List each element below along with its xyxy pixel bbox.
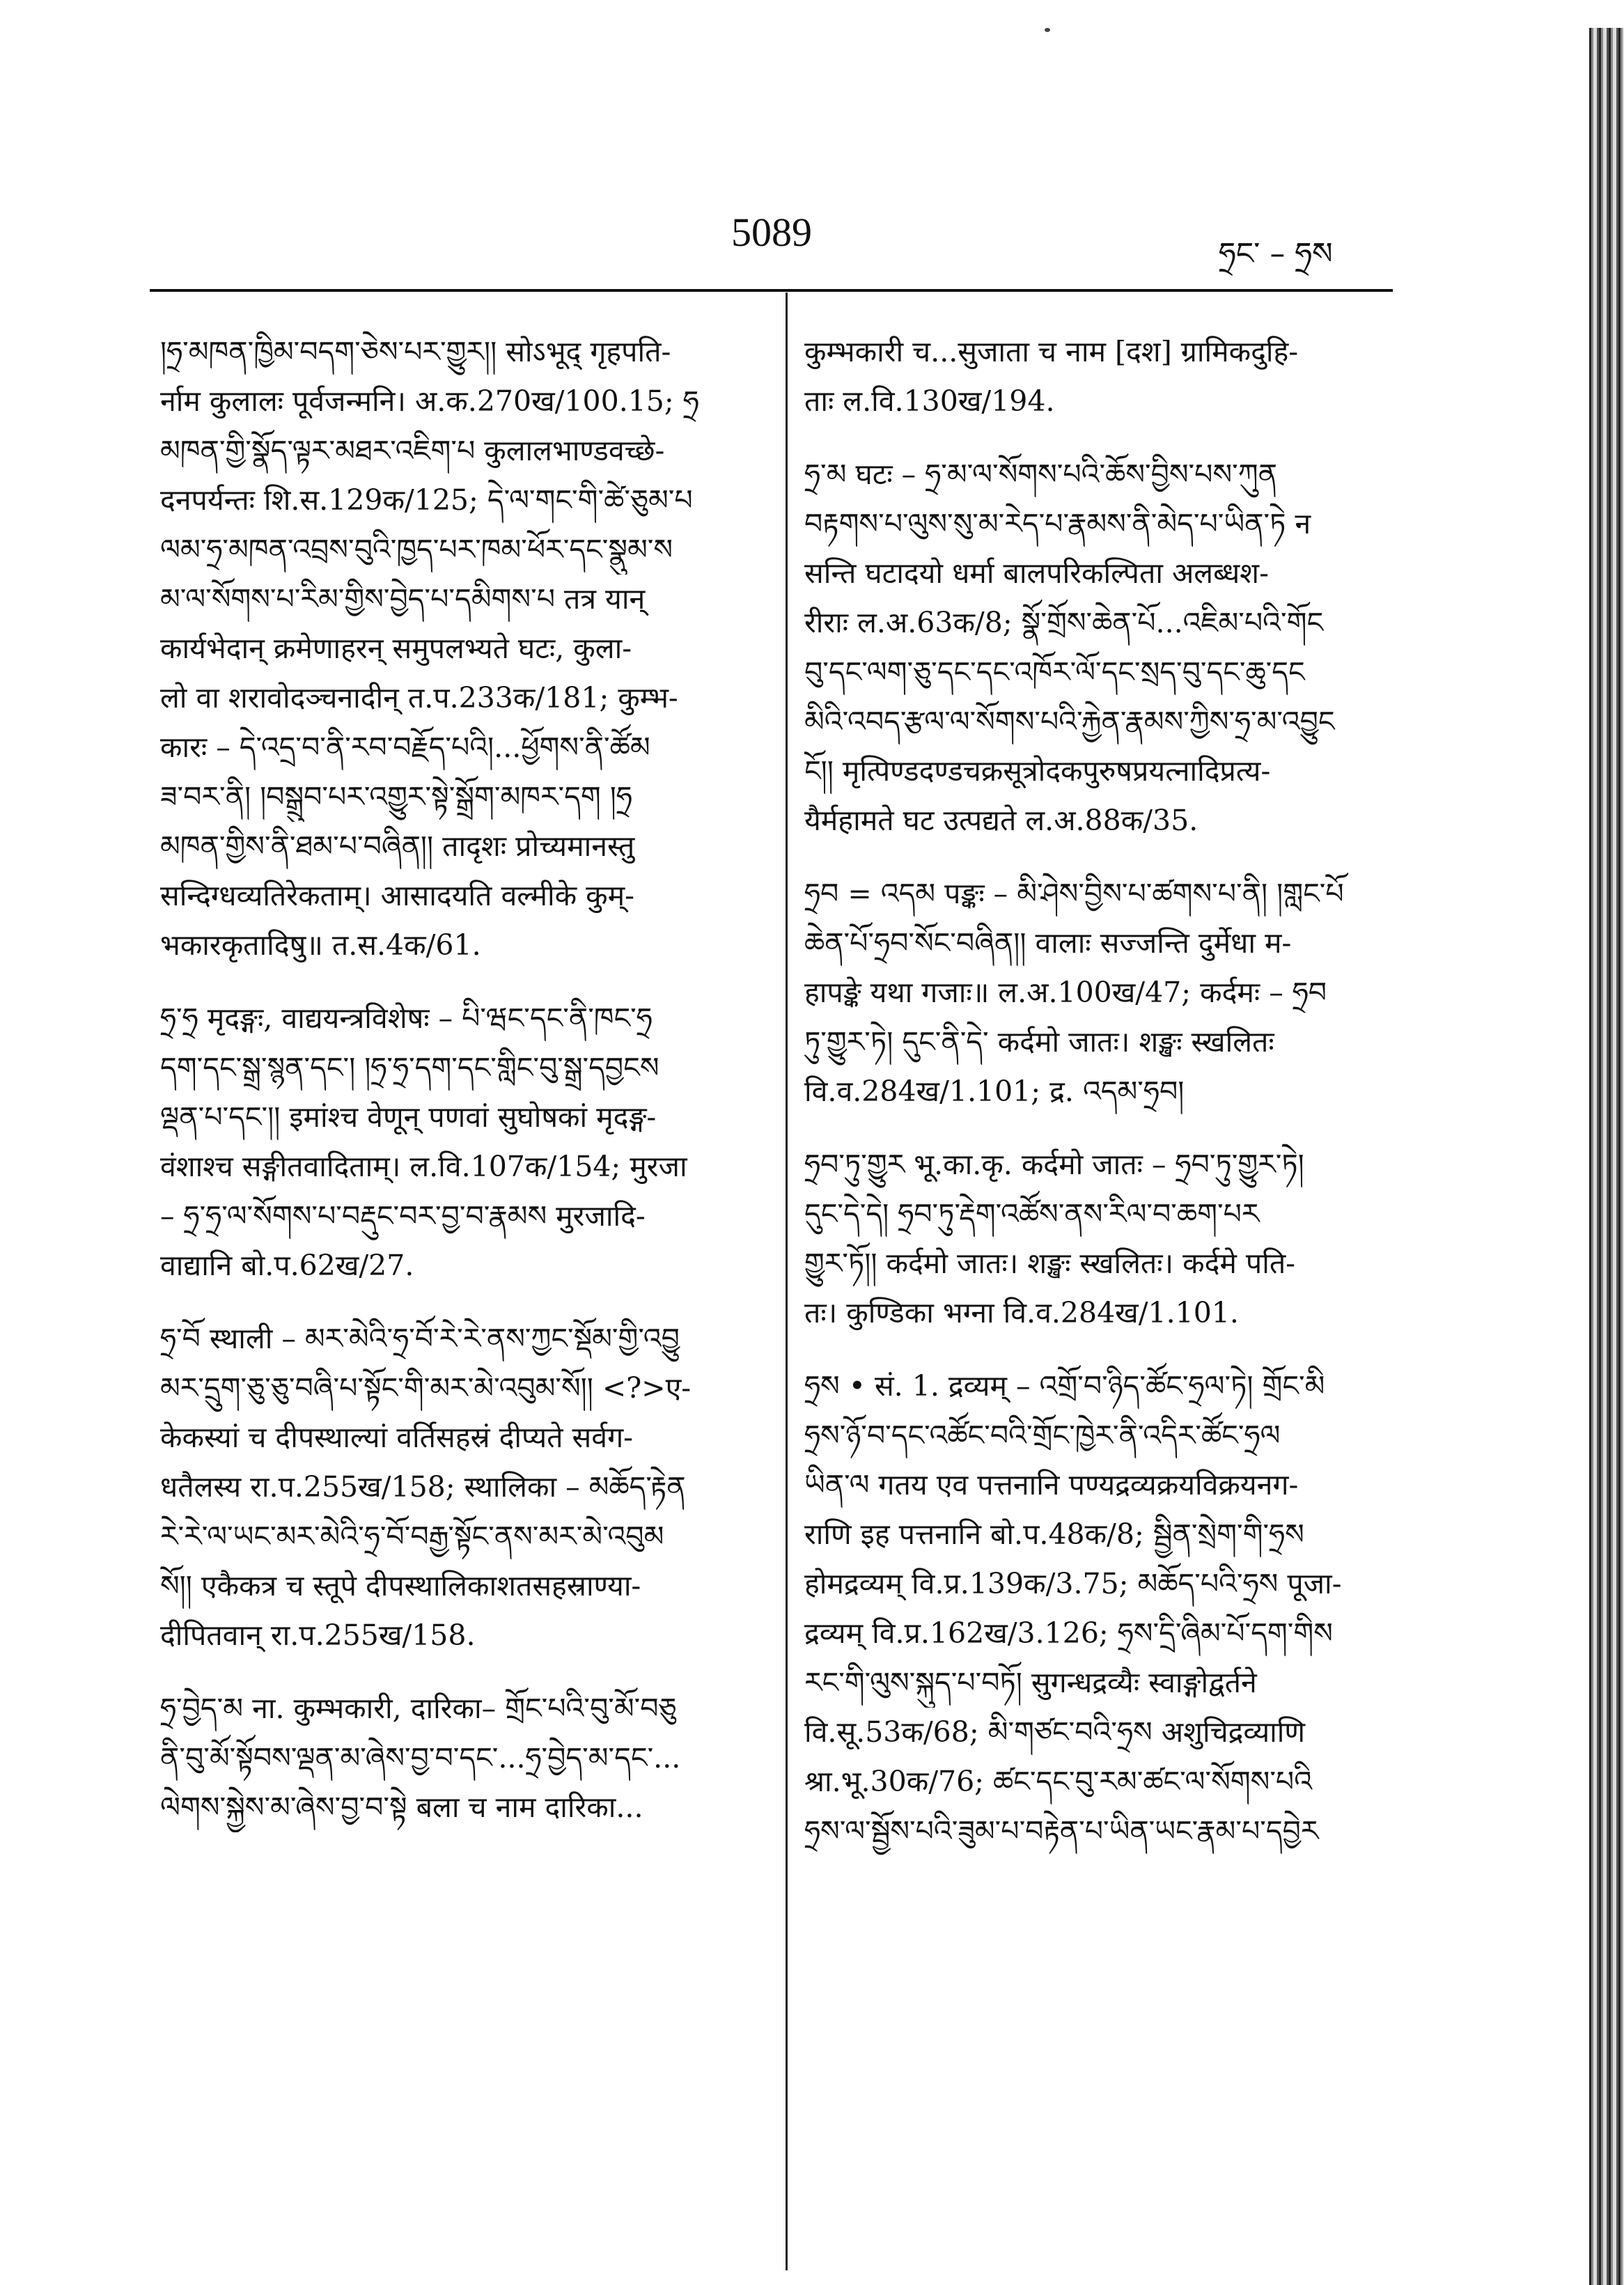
entry-line: श्रा.भू.30क/76; ཚང་དང་བུ་རམ་ཚང་ལ་སོགས་པའི xyxy=(804,1765,1313,1798)
entry-line: र्नाम कुलालः पूर्वजन्मनि। अ.क.270ख/100.15; ཧྲ xyxy=(160,384,699,418)
entry-line: रीराः ल.अ.63क/8; སྣོ་གྲོས་ཆེན་པོ...འཇིམ་པའི་གོང xyxy=(804,606,1324,639)
entry-line: द्रव्यम् वि.प्र.162ख/3.126; ཧྲས་དྲི་ཞིམ་པོ་དག་གིས xyxy=(804,1616,1333,1650)
entry-line: ताः ल.वि.130ख/194. xyxy=(804,384,1055,418)
entry-line: लो वा शरावोदञ्चनादीन् त.प.233क/181; कुम्भ- xyxy=(160,681,678,715)
entry-line: ཡིན་ལ गतय एव पत्तनानि पण्यद्रव्यक्रयविक्रयनग- xyxy=(804,1468,1299,1502)
entry-line: धतैलस्य रा.प.255ख/158; स्थालिका – མཆོད་རྟེན xyxy=(160,1470,686,1504)
entry-line: ཧྲས་ཉོ་བ་དང་འཚོང་བའི་གྲོང་ཁྱེར་ནི་འདིར་ཚོང་ཧྲལ xyxy=(804,1419,1281,1452)
entry-line: ཧྲ་ཧྲ मृदङ्गः, वाद्ययन्त्रविशेषः – པི་ཝང་དང་ནི་ཁང་ཧྲ xyxy=(160,1001,653,1035)
entry-line: མཁན་གྱི་སྣོད་ལྟར་མཐར་འཇིག་པ कुलालभाण्डवच्छे- xyxy=(160,434,665,467)
entry-line: །ཧྲ་མཁན་ཁྱིམ་བདག་ཅེས་པར་གྱུར།། सोऽभूद् गृहपति- xyxy=(160,335,671,368)
entry-line: ཆེན་པོ་ཧྲབ་སོང་བཞིན།། वालाः सज्जन्ति दुर्मेधा म- xyxy=(804,926,1292,960)
entry-line: མིའི་འབད་རྩལ་ལ་སོགས་པའི་རྐྱེན་རྣམས་ཀྱིས་ཧྲ་མ་འབྱུང xyxy=(804,705,1335,738)
entry-line: वि.व.284ख/1.101; द्र. འདམ་ཧྲབ། xyxy=(804,1075,1185,1108)
entry-line: सन्दिग्धव्यतिरेकताम्। आसादयति वल्मीके कुम्- xyxy=(160,879,635,912)
entry-line: ལེགས་སྐྱེས་མ་ཞེས་བྱ་བ་སྟེ बला च नाम दारिका... xyxy=(160,1791,643,1824)
entry-line: ཧྲབ་ཏུ་གྱུར भू.का.कृ. कर्दमो जातः – ཧྲབ་ཏུ་གྱུར་ཏེ། xyxy=(804,1148,1304,1181)
entry-line: सन्ति घटादयो धर्मा बालपरिकल्पिता अलब्धश- xyxy=(804,556,1269,590)
entry-line: दनपर्यन्तः शि.स.129क/125; དེ་ལ་གང་གི་ཚེ་ཅུམ་པ xyxy=(160,483,693,517)
entry-line: ལྡན་པ་དང་།། इमांश्च वेणून् पणवां सुघोषकां मृदङ्ग- xyxy=(160,1100,657,1134)
dictionary-entry xyxy=(804,450,1382,845)
scan-binding-edge xyxy=(1589,28,1624,2285)
dictionary-entry xyxy=(804,327,1382,426)
dictionary-entry xyxy=(160,994,738,1290)
entry-line: དུང་དེ་དེ། ཧྲབ་ཏུ་རྡེག་འཚོས་ནས་རིལ་བ་ཆག་པར xyxy=(804,1197,1260,1231)
entry-line: ཧྲ་བྱེད་མ ना. कुम्भकारी, दारिका– གྲོང་པའི་བུ་མོ་བཅུ xyxy=(160,1692,677,1725)
entry-line: ཟ་བར་ནི། །བསྒྲུབ་པར་འགྱུར་སྟེ་སྒྲོག་མཁར་དག །ཧྲ xyxy=(160,780,632,813)
column-divider xyxy=(786,293,788,2270)
header-rule xyxy=(150,289,1393,292)
entry-line: ནི་བུ་མོ་སྟོབས་ལྡན་མ་ཞེས་བྱ་བ་དང་...ཧྲ་བྱེད་མ་དང་... xyxy=(160,1741,681,1775)
entry-line: སོ།། एकैकत्र च स्तूपे दीपस्थालिकाशतसहस्राण्या- xyxy=(160,1569,641,1602)
entry-line: वाद्यानि बो.प.62ख/27. xyxy=(160,1249,414,1282)
entry-line: वि.सू.53क/68; མི་གཙང་བའི་ཧྲས अशुचिद्रव्याणि xyxy=(804,1715,1306,1749)
running-head: ཧྲང་ – ཧྲས xyxy=(1219,236,1333,272)
entry-line: हापङ्के यथा गजाः॥ ल.अ.100ख/47; कर्दमः – ཧྲབ xyxy=(804,976,1327,1009)
entry-line: तः। कुण्डिका भग्ना वि.व.284ख/1.101. xyxy=(804,1296,1239,1329)
entry-line: བུ་དང་ལག་ཅུ་དང་དང་འཁོར་ལོ་དང་སྲད་བུ་དང་ཆུ་དང xyxy=(804,655,1305,689)
scan-speck xyxy=(1045,28,1050,32)
entry-line: ལམ་ཧྲ་མཁན་འབྲས་བུའི་ཁྱད་པར་ཁམ་ཕོར་དང་སྣུམ་ས xyxy=(160,533,673,566)
dictionary-entry xyxy=(160,1314,738,1660)
entry-line: ཧྲབ = འདམ पङ्कः – མི་ཤེས་བྱིས་པ་ཚགས་པ་ནི། །གླང་པོ xyxy=(804,877,1344,910)
left-column xyxy=(160,327,738,1856)
entry-line: བརྟགས་པ་ལུས་སུ་མ་རེད་པ་རྣམས་ནི་མེད་པ་ཡིན་ཏེ न xyxy=(804,507,1311,540)
entry-line: राणि इह पत्तनानि बो.प.48क/8; སྦྱིན་སྲེག་གི་ཧྲས xyxy=(804,1518,1304,1551)
entry-line: ངོ།། मृत्पिण्डदण्डचक्रसूत्रोदकपुरुषप्रयत्नादिप्रत्य- xyxy=(804,754,1271,788)
entry-line: कुम्भकारी च...सुजाता च नाम [दश] ग्रामिकदुहि- xyxy=(804,335,1299,368)
entry-line: མ་ལ་སོགས་པ་རིམ་གྱིས་བྱེད་པ་དམིགས་པ तत्र यान् xyxy=(160,582,646,616)
entry-line: ཧྲས • सं. 1. द्रव्यम् – འགྲོ་བ་ཉིད་ཚོང་ཧྲལ་ཏེ། གྲོང་མི xyxy=(804,1369,1325,1403)
entry-line: གྱུར་ཏོ།། कर्दमो जातः। शङ्खः स्खलितः। कर्दमे पति- xyxy=(804,1247,1296,1280)
entry-line: དག་དང་སྒྲ་སྙན་དང་། །ཧྲ་ཧྲ་དག་དང་གླིང་བུ་སྒྲ་དབྱངས xyxy=(160,1051,659,1084)
entry-line: यैर्महामते घट उत्पद्यते ल.अ.88क/35. xyxy=(804,804,1199,837)
entry-line: होमद्रव्यम् वि.प्र.139क/3.75; མཆོད་པའི་ཧྲས पूजा- xyxy=(804,1567,1342,1600)
entry-line: ཧྲ་བོ स्थाली – མར་མེའི་ཧྲ་བོ་རེ་རེ་ནས་ཀྱང་སྡོམ་གྱི་འབྱུ xyxy=(160,1322,680,1355)
entry-line: – ཧྲ་ཧྲ་ལ་སོགས་པ་བརྡུང་བར་བྱ་བ་རྣམས मुरजादि- xyxy=(160,1199,646,1233)
entry-line: མར་དྲུག་ཅུ་ཅུ་བཞི་པ་སྟོང་གི་མར་མེ་འབུམ་སོ།། <?>ए- xyxy=(160,1371,692,1405)
dictionary-entry xyxy=(160,327,738,970)
entry-line: केकस्यां च दीपस्थाल्यां वर्तिसहस्रं दीप्यते सर्वग- xyxy=(160,1421,634,1454)
right-column xyxy=(804,327,1382,1880)
entry-line: རེ་རེ་ལ་ཡང་མར་མེའི་ཧྲ་བོ་བརྒྱ་སྟོང་ནས་མར་མེ་འབུམ xyxy=(160,1520,664,1553)
entry-line: མཁན་གྱིས་ནི་ཐམ་པ་བཞིན།། तादृशः प्रोच्यमानस्तु xyxy=(160,829,635,863)
dictionary-entry xyxy=(804,869,1382,1116)
entry-line: ཏུ་གྱུར་ཏེ། དུང་ནི་དེ་ कर्दमो जातः। शङ्खः स्खलितः xyxy=(804,1025,1274,1059)
entry-line: दीपितवान् रा.प.255ख/158. xyxy=(160,1619,476,1652)
dictionary-entry xyxy=(160,1684,738,1832)
entry-line: རང་གི་ལུས་སྐུད་པ་བཏོ། सुगन्धद्रव्यैः स्वाङ्गोद्वर्तने xyxy=(804,1666,1257,1699)
entry-line: ཧྲས་ལ་སྦྱོས་པའི་ཟུམ་པ་བརྟེན་པ་ཡིན་ཡང་རྣམ་པ་དབྱེར xyxy=(804,1814,1319,1848)
dictionary-entry xyxy=(804,1140,1382,1338)
entry-line: ཧྲ་མ घटः – ཧྲ་མ་ལ་སོགས་པའི་ཆོས་བྱིས་པས་ཀུན xyxy=(804,458,1277,491)
dictionary-entry xyxy=(804,1362,1382,1856)
entry-line: कार्यभेदान् क्रमेणाहरन् समुपलभ्यते घटः, कुला- xyxy=(160,632,632,665)
entry-line: कारः – དེ་འདྲ་བ་ནི་རབ་བརྗོད་པའི།...ཕྱོགས་ནི་ཚོམ xyxy=(160,731,650,764)
entry-line: वंशाश्च सङ्गीतवादिताम्। ल.वि.107क/154; मुरजा xyxy=(160,1150,687,1183)
entry-line: भकारकृतादिषु॥ त.स.4क/61. xyxy=(160,928,481,962)
page-number: 5089 xyxy=(731,210,812,255)
